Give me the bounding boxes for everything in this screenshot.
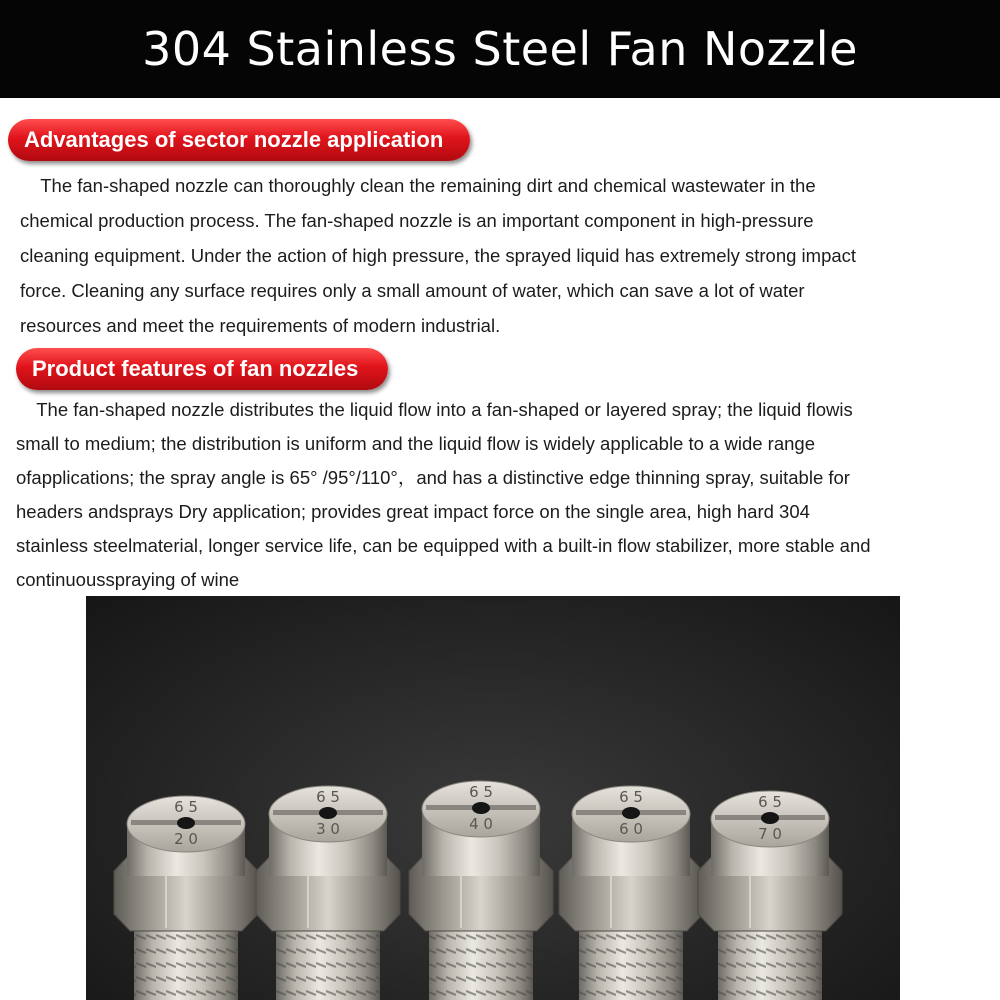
nozzle-size-label: 4 0 xyxy=(469,815,493,833)
nozzle-angle-label: 6 5 xyxy=(469,783,493,801)
nozzle xyxy=(114,796,258,1000)
paragraph-line: continuousspraying of wine xyxy=(16,569,240,590)
features-paragraph xyxy=(16,393,996,597)
nozzle-thread-lines xyxy=(134,926,238,1000)
paragraph-line: The fan-shaped nozzle can thoroughly clean the remaining dirt and chemical wastewater in the xyxy=(20,175,816,196)
nozzle-size-label: 3 0 xyxy=(316,820,340,838)
paragraph-line: headers andsprays Dry application; provides great impact force on the single area, high hard 304 xyxy=(16,501,810,522)
paragraph-line: force. Cleaning any surface requires only a small amount of water, which can save a lot of water xyxy=(20,280,805,301)
nozzle-angle-label: 6 5 xyxy=(619,788,643,806)
advantages-paragraph xyxy=(20,168,995,343)
paragraph-line: The fan-shaped nozzle distributes the liquid flow into a fan-shaped or layered spray; the liquid flowis xyxy=(16,399,853,420)
nozzle-size-label: 6 0 xyxy=(619,820,643,838)
nozzle-angle-label: 6 5 xyxy=(174,798,198,816)
nozzle xyxy=(559,786,703,1000)
paragraph-line: small to medium; the distribution is uniform and the liquid flow is widely applicable to a wide range xyxy=(16,433,815,454)
nozzle-angle-label: 6 5 xyxy=(316,788,340,806)
nozzle-thread-lines xyxy=(276,926,380,1000)
title-banner xyxy=(0,0,1000,98)
nozzle-orifice xyxy=(177,817,195,829)
section-heading-advantages-label: Advantages of sector nozzle application xyxy=(24,127,444,152)
paragraph-line: ofapplications; the spray angle is 65° /95°/110°，and has a distinctive edge thinning spray, suitable for xyxy=(16,467,850,488)
nozzle-orifice xyxy=(472,802,490,814)
nozzle xyxy=(256,786,400,1000)
nozzle-orifice xyxy=(622,807,640,819)
nozzle-illustration xyxy=(86,596,900,1000)
nozzle-angle-label: 6 5 xyxy=(758,793,782,811)
nozzle-orifice xyxy=(319,807,337,819)
nozzle-size-label: 7 0 xyxy=(758,825,782,843)
page-title: 304 Stainless Steel Fan Nozzle xyxy=(142,22,858,76)
product-photo xyxy=(86,596,900,1000)
nozzle-orifice xyxy=(761,812,779,824)
nozzle-thread-lines xyxy=(429,926,533,1000)
paragraph-line: stainless steelmaterial, longer service life, can be equipped with a built-in flow stabilizer, more stable and xyxy=(16,535,871,556)
nozzle xyxy=(409,781,553,1000)
paragraph-line: resources and meet the requirements of modern industrial. xyxy=(20,315,501,336)
nozzle xyxy=(698,791,842,1000)
nozzle-thread-lines xyxy=(579,926,683,1000)
paragraph-line: chemical production process. The fan-shaped nozzle is an important component in high-pressure xyxy=(20,210,814,231)
section-heading-advantages xyxy=(8,119,470,161)
nozzle-thread-lines xyxy=(718,926,822,1000)
section-heading-features-label: Product features of fan nozzles xyxy=(32,356,359,381)
section-heading-features xyxy=(16,348,388,390)
nozzle-size-label: 2 0 xyxy=(174,830,198,848)
paragraph-line: cleaning equipment. Under the action of high pressure, the sprayed liquid has extremely strong impact xyxy=(20,245,857,266)
